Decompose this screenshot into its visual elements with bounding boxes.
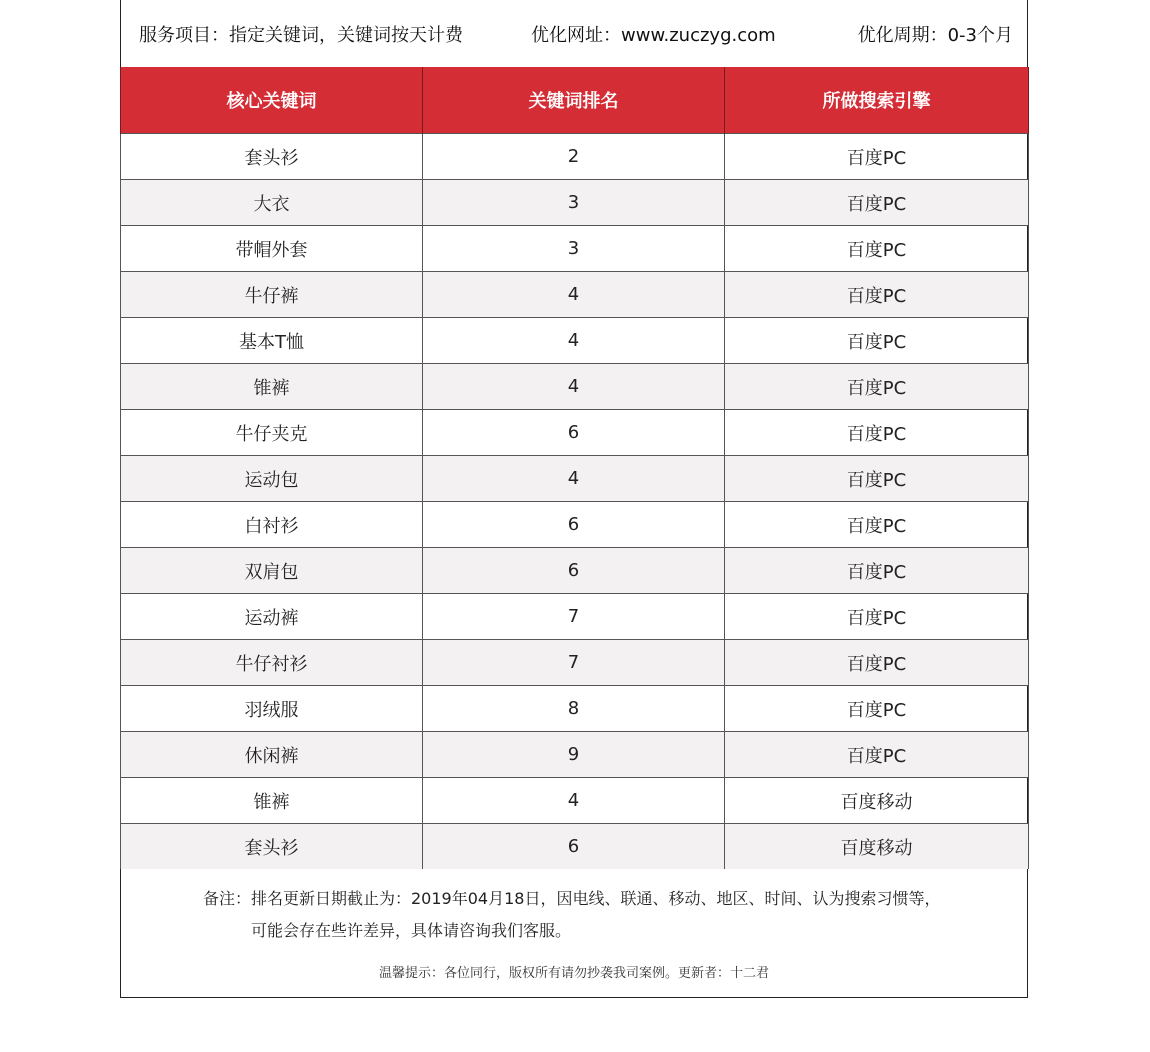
rank-cell: 4: [423, 318, 725, 364]
table-row: [121, 732, 1029, 778]
table-row: [121, 226, 1029, 272]
table-row: [121, 272, 1029, 318]
engine-cell: 百度PC: [725, 180, 1029, 226]
engine-cell: 百度PC: [725, 456, 1029, 502]
table-row: [121, 410, 1029, 456]
table-row: [121, 318, 1029, 364]
rank-cell: 9: [423, 732, 725, 778]
engine-cell: 百度PC: [725, 318, 1029, 364]
rank-cell: 3: [423, 180, 725, 226]
keyword-cell: 带帽外套: [121, 226, 423, 272]
ranking-card: [120, 0, 1028, 998]
rank-cell: 8: [423, 686, 725, 732]
keyword-cell: 羽绒服: [121, 686, 423, 732]
keyword-cell: 休闲裤: [121, 732, 423, 778]
note-line-1: 备注：排名更新日期截止为：2019年04月18日，因电线、联通、移动、地区、时间、认为搜索习惯等，: [203, 889, 941, 908]
column-header-rank: 关键词排名: [423, 67, 725, 134]
service-item: 服务项目：指定关键词，关键词按天计费: [139, 25, 463, 46]
engine-cell: 百度PC: [725, 364, 1029, 410]
keyword-cell: 基本T恤: [121, 318, 423, 364]
column-header-engine: 所做搜索引擎: [725, 67, 1029, 134]
keyword-cell: 牛仔夹克: [121, 410, 423, 456]
engine-cell: 百度PC: [725, 686, 1029, 732]
optimization-period: 优化周期：0-3个月: [857, 25, 1013, 46]
keyword-cell: 大衣: [121, 180, 423, 226]
table-row: [121, 364, 1029, 410]
rank-cell: 7: [423, 640, 725, 686]
keyword-cell: 锥裤: [121, 778, 423, 824]
rank-cell: 4: [423, 456, 725, 502]
keyword-cell: 套头衫: [121, 824, 423, 870]
engine-cell: 百度PC: [725, 226, 1029, 272]
keyword-cell: 锥裤: [121, 364, 423, 410]
rank-cell: 6: [423, 548, 725, 594]
keyword-cell: 白衬衫: [121, 502, 423, 548]
table-row: [121, 778, 1029, 824]
engine-cell: 百度PC: [725, 594, 1029, 640]
rank-cell: 6: [423, 502, 725, 548]
rank-cell: 7: [423, 594, 725, 640]
keyword-cell: 双肩包: [121, 548, 423, 594]
keyword-cell: 牛仔衬衫: [121, 640, 423, 686]
engine-cell: 百度移动: [725, 778, 1029, 824]
engine-cell: 百度PC: [725, 732, 1029, 778]
note-line-2: 可能会存在些许差异，具体请咨询我们客服。: [251, 921, 572, 940]
keyword-cell: 运动裤: [121, 594, 423, 640]
table-row: [121, 502, 1029, 548]
keyword-cell: 套头衫: [121, 134, 423, 180]
rank-cell: 4: [423, 778, 725, 824]
table-header-row: [121, 67, 1029, 134]
engine-cell: 百度PC: [725, 410, 1029, 456]
engine-cell: 百度PC: [725, 134, 1029, 180]
rank-cell: 4: [423, 364, 725, 410]
table-row: [121, 640, 1029, 686]
engine-cell: 百度PC: [725, 502, 1029, 548]
copyright-warning: 温馨提示：各位同行，版权所有请勿抄袭我司案例。更新者：十二君: [378, 966, 769, 981]
table-row: [121, 456, 1029, 502]
keyword-ranking-table: [120, 67, 1029, 869]
engine-cell: 百度PC: [725, 548, 1029, 594]
engine-cell: 百度PC: [725, 272, 1029, 318]
table-row: [121, 824, 1029, 870]
rank-cell: 2: [423, 134, 725, 180]
engine-cell: 百度移动: [725, 824, 1029, 870]
optimized-url: 优化网址：www.zuczyg.com: [531, 25, 776, 46]
rank-cell: 4: [423, 272, 725, 318]
engine-cell: 百度PC: [725, 640, 1029, 686]
info-bar: [121, 0, 1027, 67]
table-row: [121, 686, 1029, 732]
table-row: [121, 594, 1029, 640]
table-row: [121, 548, 1029, 594]
rank-cell: 6: [423, 410, 725, 456]
rank-cell: 6: [423, 824, 725, 870]
rank-cell: 3: [423, 226, 725, 272]
column-header-keyword: 核心关键词: [121, 67, 423, 134]
keyword-cell: 牛仔裤: [121, 272, 423, 318]
table-row: [121, 134, 1029, 180]
keyword-cell: 运动包: [121, 456, 423, 502]
table-row: [121, 180, 1029, 226]
